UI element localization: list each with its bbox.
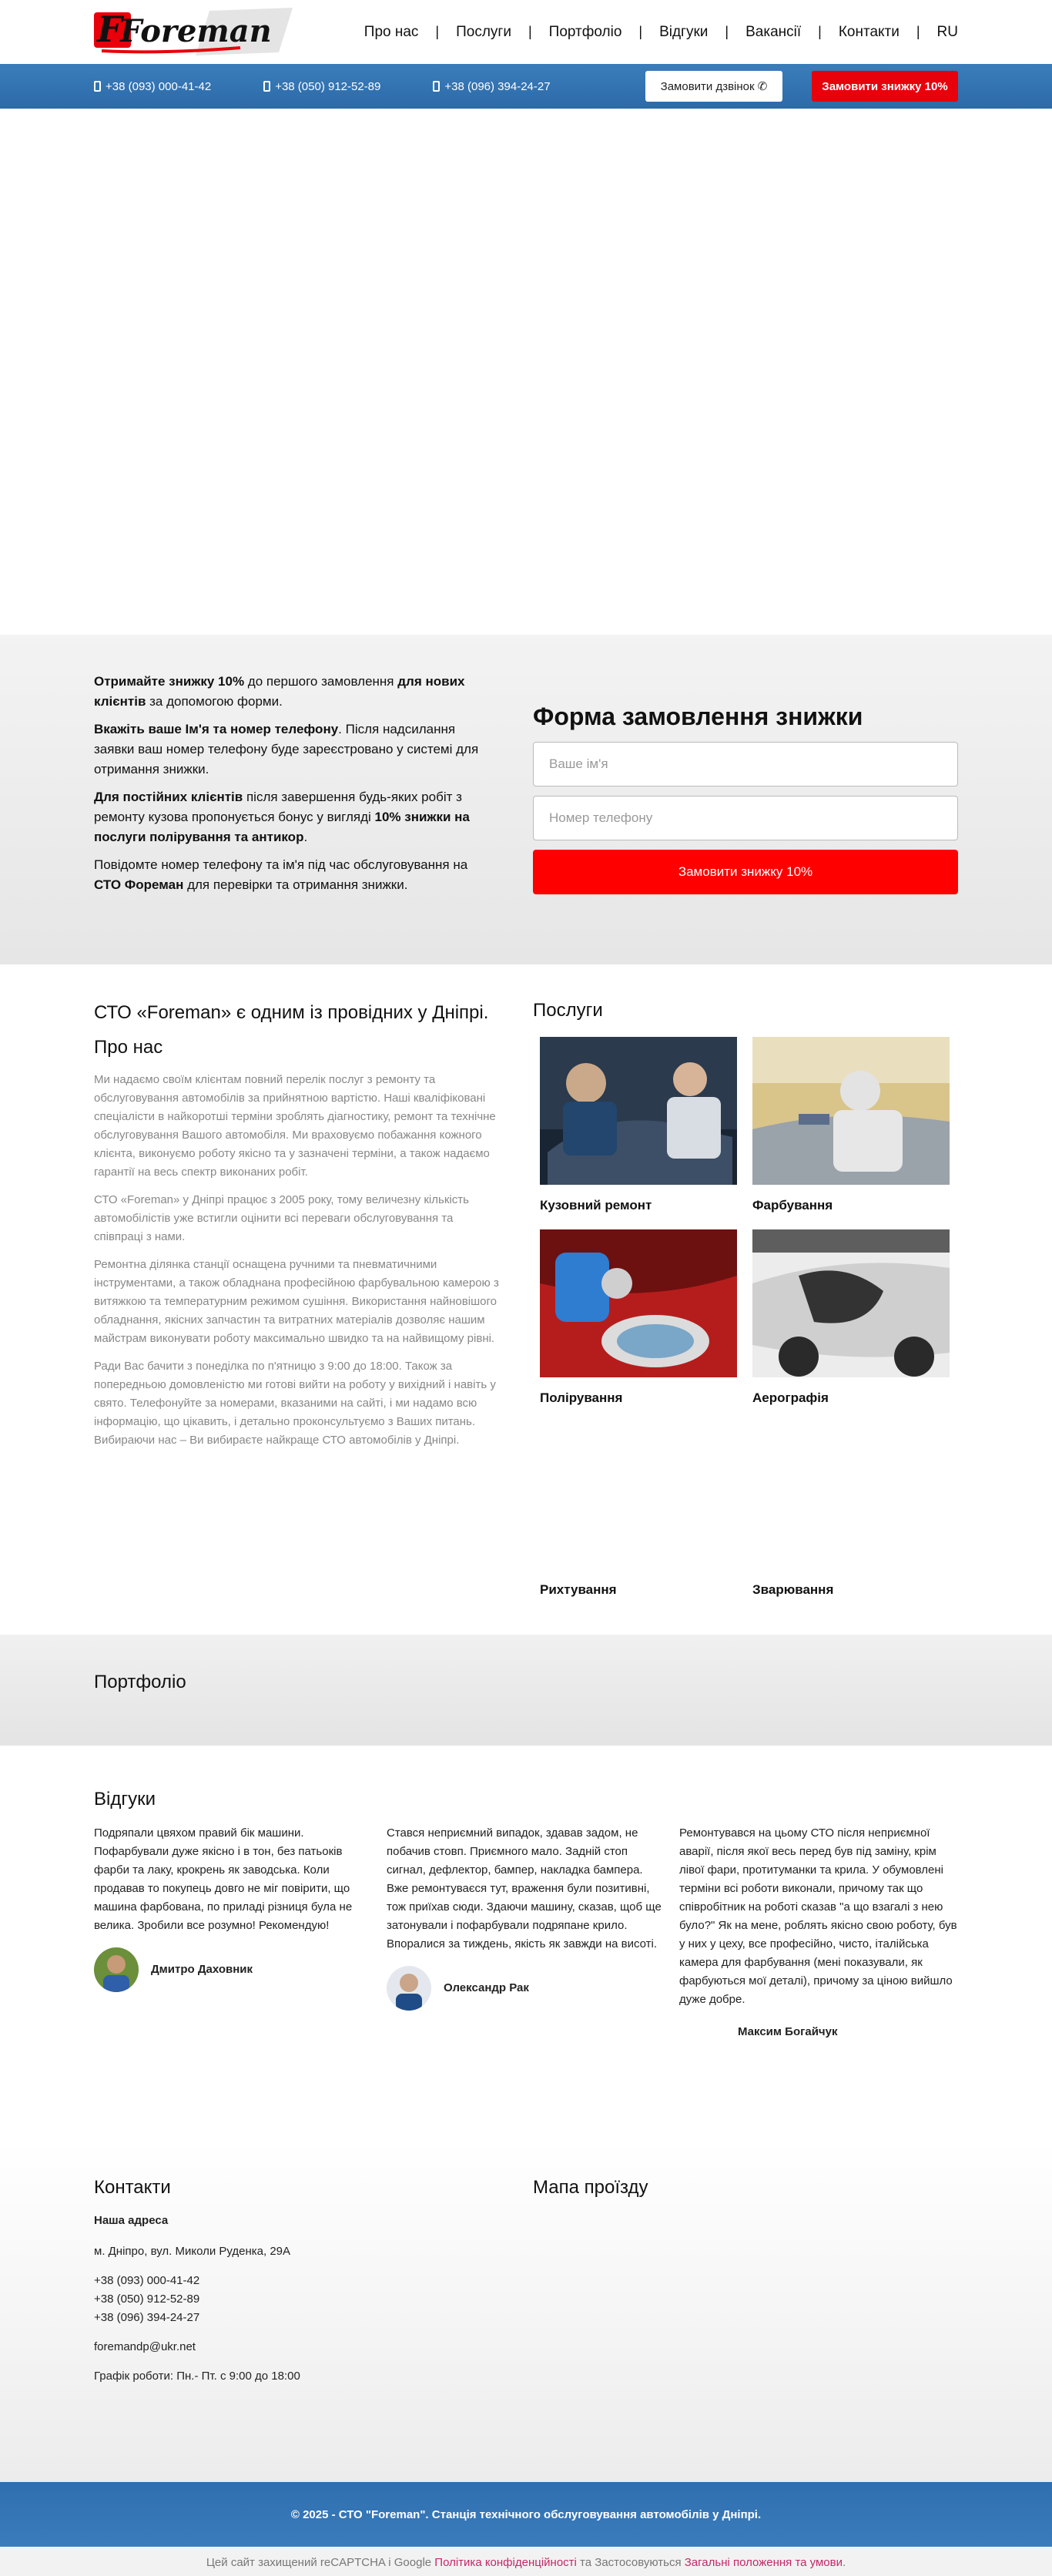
site-header <box>0 0 1052 64</box>
nav-reviews[interactable]: Відгуки <box>659 23 709 40</box>
avatar <box>387 1966 431 2011</box>
site-footer <box>0 2482 1052 2547</box>
body-repair-image <box>540 1037 737 1185</box>
recaptcha-text: та Застосовуються <box>576 2556 685 2569</box>
discount-form <box>533 672 958 903</box>
recaptcha-notice <box>0 2547 1052 2576</box>
address-label: Наша адреса <box>94 2214 169 2227</box>
service-card-straightening[interactable] <box>540 1422 737 1599</box>
service-card-body-repair[interactable] <box>540 1037 737 1229</box>
nav-separator: | <box>818 24 822 39</box>
privacy-policy-link[interactable]: Політика конфіденційності <box>434 2556 577 2569</box>
contacts-info <box>94 2177 533 2397</box>
nav-separator: | <box>435 24 440 39</box>
about-subheading: Про нас <box>94 1037 163 1058</box>
terms-link[interactable]: Загальні положення та умови <box>684 2556 843 2569</box>
foreman-logo-icon <box>94 8 294 57</box>
about-text <box>94 1000 502 1599</box>
discount-info <box>94 672 491 903</box>
contact-phone-link[interactable]: +38 (096) 394-24-27 <box>94 2311 200 2324</box>
reviewer-name: Максим Богайчук <box>738 2025 838 2038</box>
about-section <box>0 964 1052 1635</box>
services-block <box>533 1000 958 1599</box>
service-label: Аерографія <box>752 1390 829 1405</box>
recaptcha-text: Цей сайт захищений reCAPTCHA і Google <box>206 2556 435 2569</box>
contact-bar <box>0 64 1052 109</box>
about-paragraph: СТО «Foreman» у Дніпрі працює з 2005 року, тому величезну кількість автомобілістів уже встигли оцінити всі переваги обслуговування та співпраці з нами. <box>94 1193 469 1243</box>
discount-form-title: Форма замовлення знижки <box>533 703 863 730</box>
nav-separator: | <box>916 24 920 39</box>
reviewer-name: Дмитро Даховник <box>151 1963 253 1976</box>
svg-text:Foreman: Foreman <box>120 13 272 49</box>
service-card-airbrushing[interactable] <box>752 1229 950 1422</box>
polishing-image <box>540 1229 737 1377</box>
map-title: Мапа проїзду <box>533 2177 648 2198</box>
site-logo[interactable] <box>94 8 294 57</box>
reviewer-name: Олександр Рак <box>444 1981 529 1994</box>
name-input-placeholder: Ваше ім'я <box>549 756 608 771</box>
svg-text:F: F <box>97 8 122 50</box>
nav-vacancies[interactable]: Вакансії <box>745 23 802 40</box>
services-title: Послуги <box>533 1000 603 1021</box>
discount-paragraph: Повідомте номер телефону та ім'я під час обслуговування на СТО Фореман для перевірки та отримання знижки. <box>94 857 468 892</box>
review-text: Подряпали цвяхом правий бік машини. Пофарбували дуже якісно і в тон, без патьоків фарби та лаку, крокрень як заводська. Коли продавав то покупець довго не міг повірити, що машина фарбована, по приладі різниця була не велика. Зробили все розумно! Рекомендую! <box>94 1826 353 1932</box>
nav-separator: | <box>528 24 532 39</box>
nav-contacts[interactable]: Контакти <box>838 23 900 40</box>
service-label: Кузовний ремонт <box>540 1198 652 1213</box>
service-label: Фарбування <box>752 1198 833 1213</box>
reviews-section <box>0 1746 1052 2140</box>
portfolio-title: Портфоліо <box>94 1672 186 1692</box>
mobile-phone-icon <box>433 81 440 92</box>
phone-input[interactable] <box>533 796 958 840</box>
about-paragraph: Ради Вас бачити з понеділка по п'ятницю з 9:00 до 18:00. Також за попередньою домовленістю ми готові вийти на роботу у вихідний і навіть у свято. Телефонуйте за номерами, вказаними на сайті, і ми надамо всю інформацію, що цікавить, і детально проконсультуємо з Ваших питань. Вибираючи нас – Ви вибираєте найкраще СТО автомобілів у Дніпрі. <box>94 1360 496 1447</box>
reviews-title: Відгуки <box>94 1789 156 1810</box>
contact-phone-link[interactable]: +38 (050) 912-52-89 <box>94 2293 200 2306</box>
map-block <box>533 2177 958 2397</box>
about-paragraph: Ремонтна ділянка станції оснащена ручними та пневматичними інструментами, а також обладнана професійною фарбувальною камерою з витяжкою та температурним режимом сушіння. Використання найновішого обладнання, якісних запчастин та витратних матеріалів дозволяє нашим майстрам виконувати роботу максимально швидко та на найвищому рівні. <box>94 1258 499 1345</box>
painting-image <box>752 1037 950 1185</box>
service-card-polishing[interactable] <box>540 1229 737 1422</box>
discount-paragraph: Для постійних клієнтів після завершення будь-яких робіт з ремонту кузова пропонується бонус у вигляді 10% знижки на послуги полірування та антикор. <box>94 790 470 844</box>
hero-banner <box>0 109 1052 635</box>
contacts-title: Контакти <box>94 2177 171 2198</box>
phone-input-placeholder: Номер телефону <box>549 810 653 825</box>
discount-paragraph: Отримайте знижку 10% до першого замовлення для нових клієнтів за допомогою форми. <box>94 674 465 709</box>
airbrushing-image <box>752 1229 950 1377</box>
nav-separator: | <box>725 24 729 39</box>
review-card <box>387 1824 665 2041</box>
nav-portfolio[interactable]: Портфоліо <box>548 23 622 40</box>
mobile-phone-icon <box>263 81 270 92</box>
discount-paragraph: Вкажіть ваше Ім'я та номер телефону. Після надсилання заявки ваш номер телефону буде зареєстровано у системі для отримання знижки. <box>94 722 479 776</box>
service-label: Зварювання <box>752 1582 834 1597</box>
request-call-label: Замовити дзвінок <box>660 79 755 93</box>
phone-link-3[interactable] <box>433 80 550 93</box>
phone-number: +38 (093) 000-41-42 <box>106 79 212 93</box>
discount-section <box>0 635 1052 964</box>
review-card <box>94 1824 373 2041</box>
phone-link-2[interactable] <box>263 80 380 93</box>
phone-number: +38 (096) 394-24-27 <box>444 79 551 93</box>
recaptcha-text: . <box>843 2556 846 2569</box>
service-label: Полірування <box>540 1390 623 1405</box>
about-paragraph: Ми надаємо своїм клієнтам повний перелік послуг з ремонту та обслуговування автомобілів за прийнятною вартістю. Наші кваліфіковані спеціалісти в найкоротші терміни зроблять діагностику, ремонт та технічне обслуговування Вашого автомобіля. Ми враховуємо побажання кожного клієнта, виконуємо роботу якісно та у зазначені терміни, а також надаємо гарантії на весь спектр виконаних робіт. <box>94 1073 496 1179</box>
working-hours: Графік роботи: Пн.- Пт. с 9:00 до 18:00 <box>94 2370 300 2383</box>
order-discount-button[interactable]: Замовити знижку 10% <box>812 71 958 102</box>
request-call-button[interactable] <box>645 71 782 102</box>
service-card-painting[interactable] <box>752 1037 950 1229</box>
contact-phones <box>94 2272 533 2327</box>
nav-separator: | <box>638 24 643 39</box>
avatar <box>94 1947 139 1992</box>
about-heading: СТО «Foreman» є одним із провідних у Дніпрі. <box>94 1002 489 1023</box>
address-text: м. Дніпро, вул. Миколи Руденка, 29А <box>94 2245 291 2258</box>
contact-phone-link[interactable]: +38 (093) 000-41-42 <box>94 2274 200 2287</box>
service-label: Рихтування <box>540 1582 617 1597</box>
nav-about[interactable]: Про нас <box>364 23 419 40</box>
submit-discount-button[interactable]: Замовити знижку 10% <box>533 850 958 894</box>
footer-copyright: © 2025 - СТО "Foreman". Станція технічного обслуговування автомобілів у Дніпрі. <box>290 2507 762 2521</box>
portfolio-section <box>0 1635 1052 1746</box>
phone-icon: ✆ <box>757 80 768 93</box>
main-nav <box>347 0 958 64</box>
mobile-phone-icon <box>94 81 101 92</box>
name-input[interactable] <box>533 742 958 787</box>
phone-link-1[interactable] <box>94 80 211 93</box>
nav-language-ru[interactable]: RU <box>936 23 958 40</box>
review-text: Стався неприємний випадок, здавав задом, не побачив стовп. Приємного мало. Задній стоп сигнал, дефлектор, бампер, накладка бампера. Вже ремонтуваєся тут, враження були позитивні, тож приїхав сюди. Здаючи машину, сказав, щоб ще затонували і пофарбували подряпане крило. Впоралися за тиждень, якість як завжди на висоті. <box>387 1826 662 1950</box>
review-card <box>679 1824 958 2041</box>
contacts-section <box>0 2140 1052 2482</box>
service-card-welding[interactable] <box>752 1422 950 1599</box>
phone-number: +38 (050) 912-52-89 <box>275 79 381 93</box>
email-link[interactable]: foremandp@ukr.net <box>94 2340 196 2353</box>
review-text: Ремонтувався на цьому СТО після неприємної аварії, після якої весь перед був під заміну, крім лівої фари, протитуманки та крила. У обумовлені терміни всі роботи виконали, причому так що співробітник на роботі сказав "а що взагалі з нею було?" Як на мене, роблять якісно свою роботу, був у них у цеху, все професійно, чисто, італійська камера для фарбування (мені показували, як фарбуються мої деталі), причому за ціною вийшло дуже добре. <box>679 1826 957 2006</box>
nav-services[interactable]: Послуги <box>456 23 511 40</box>
